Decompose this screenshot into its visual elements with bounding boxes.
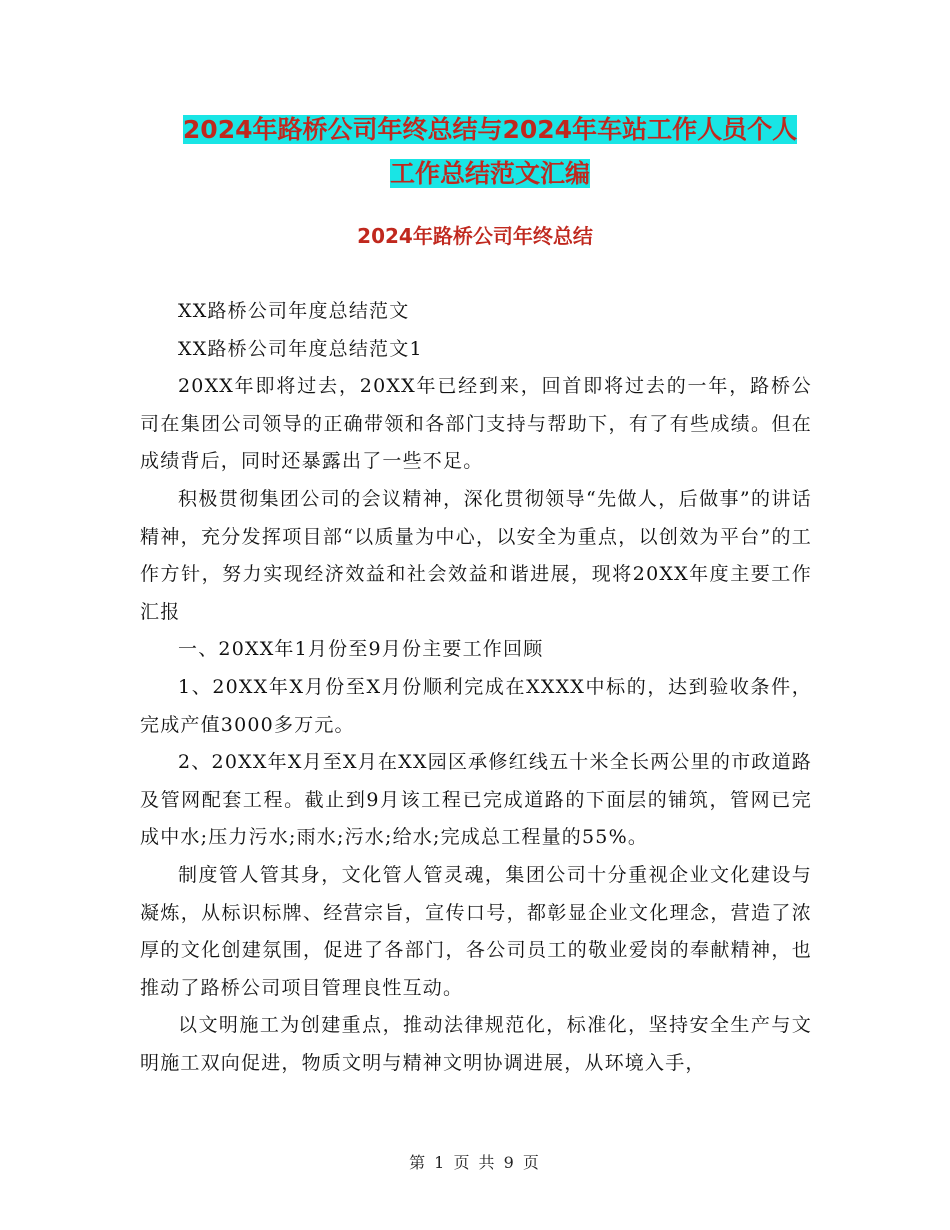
paragraph: XX路桥公司年度总结范文: [178, 300, 410, 322]
paragraph: XX路桥公司年度总结范文1: [178, 337, 423, 360]
document-body: [140, 293, 812, 1082]
paragraph: 制度管人管其身，文化管人管灵魂，集团公司十分重视企业文化建设与凝炼，从标识标牌、经营宗旨，宣传口号，都彰显企业文化理念，营造了浓厚的文化创建氛围，促进了各部门，各公司员工的敬业爱岗的奉献精神，也推动了路桥公司项目管理良性互动。: [140, 863, 812, 999]
paragraph: 积极贯彻集团公司的会议精神，深化贯彻领导“先做人，后做事”的讲话精神，充分发挥项目部“以质量为中心，以安全为重点，以创效为平台”的工作方针，努力实现经济效益和社会效益和谐进展，现将20XX年度主要工作汇报: [140, 487, 812, 623]
document-title-line-2: [140, 154, 840, 194]
page-footer: 第 1 页 共 9 页: [409, 1153, 541, 1172]
paragraph: 1、20XX年X月份至X月份顺利完成在XXXX中标的，达到验收条件，完成产值3000多万元。: [140, 675, 812, 736]
paragraph: 以文明施工为创建重点，推动法律规范化，标准化，坚持安全生产与文明施工双向促进，物质文明与精神文明协调进展，从环境入手，: [140, 1014, 812, 1074]
title-highlight: 2024年路桥公司年终总结与2024年车站工作人员个人: [182, 115, 798, 144]
section-title: 2024年路桥公司年终总结: [357, 224, 593, 248]
title-highlight: 工作总结范文汇编: [389, 159, 590, 188]
paragraph: 一、20XX年1月份至9月份主要工作回顾: [178, 638, 544, 661]
paragraph: 2、20XX年X月至X月在XX园区承修红线五十米全长两公里的市政道路及管网配套工程。截止到9月该工程已完成道路的下面层的铺筑，管网已完成中水;压力污水;雨水;污水;给水;完成总工程量的55%。: [140, 751, 812, 849]
document-title-line-1: [140, 110, 840, 150]
paragraph: 20XX年即将过去，20XX年已经到来，回首即将过去的一年，路桥公司在集团公司领导的正确带领和各部门支持与帮助下，有了有些成绩。但在成绩背后，同时还暴露出了一些不足。: [140, 375, 812, 473]
